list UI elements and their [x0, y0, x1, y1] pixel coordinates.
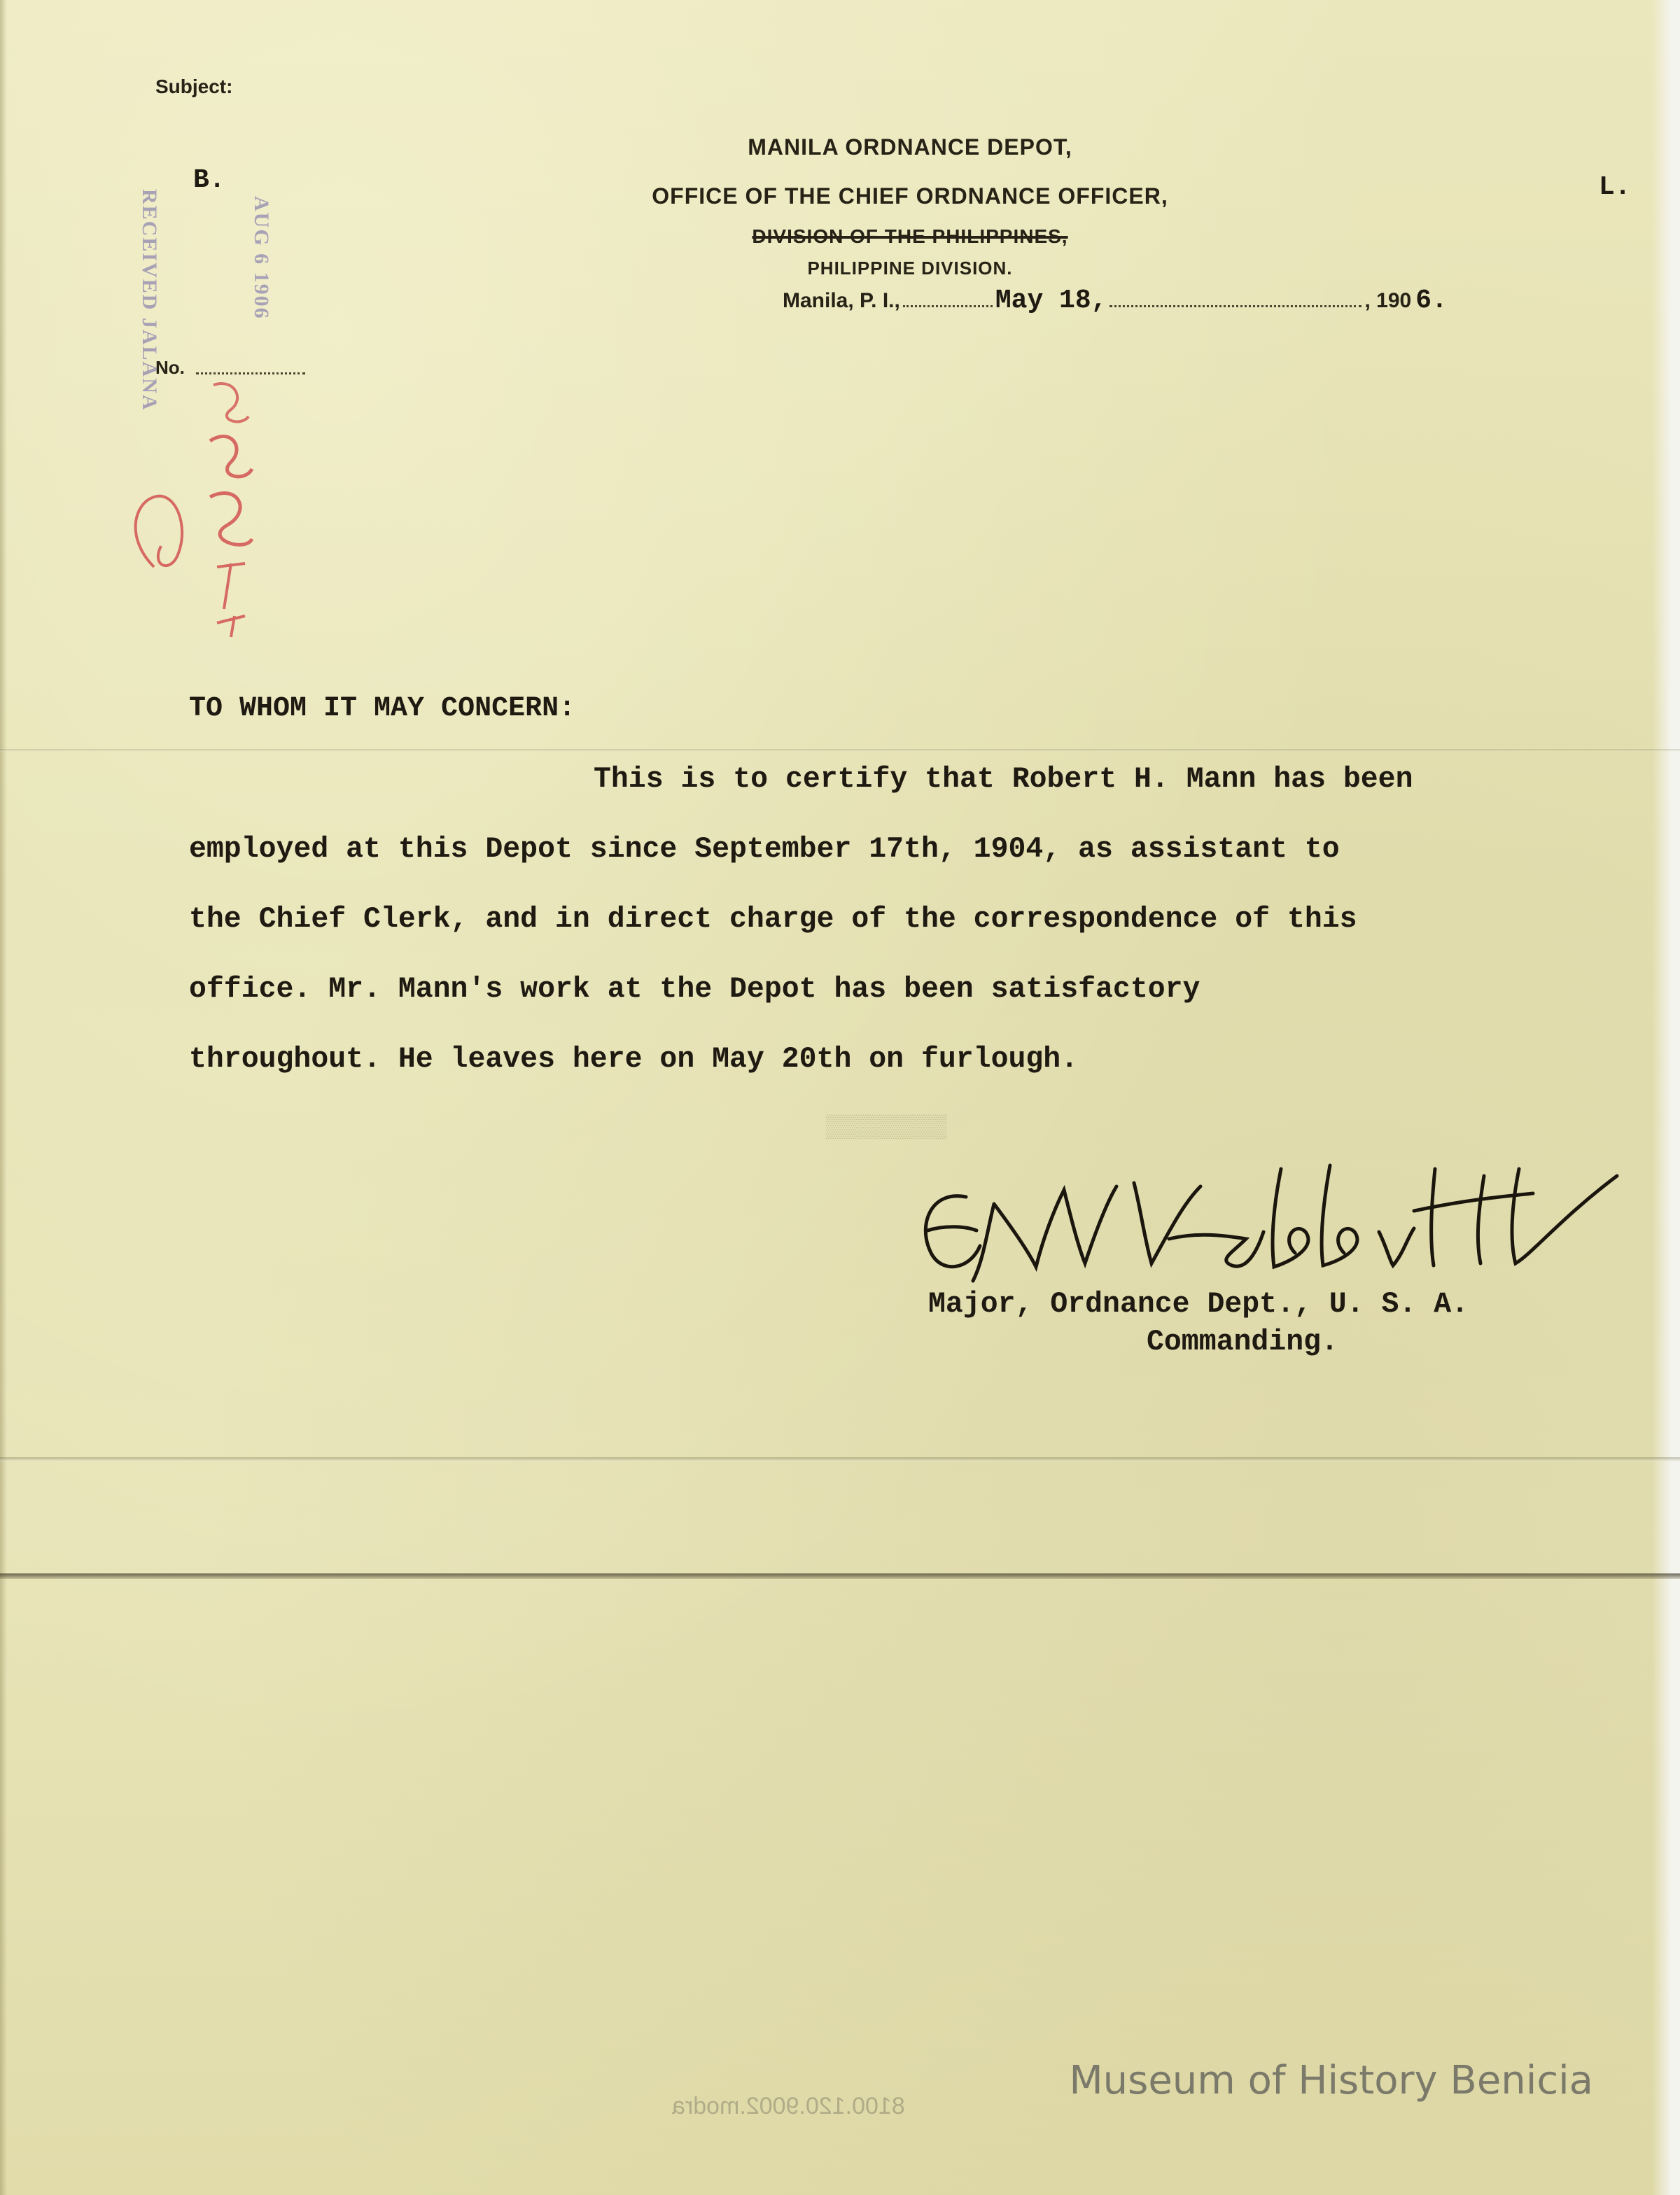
- body-line: employed at this Depot since September 17th, 1904, as assistant to: [189, 833, 1340, 866]
- letterhead-line-4: PHILIPPINE DIVISION.: [807, 258, 1013, 279]
- salutation: TO WHOM IT MAY CONCERN:: [189, 693, 576, 724]
- signature-icon: [903, 1148, 1631, 1295]
- reference-left: B.: [193, 165, 225, 195]
- date-place: Manila, P. I.,: [783, 289, 900, 312]
- body-line: the Chief Clerk, and in direct charge of the correspondence of this: [189, 903, 1357, 936]
- subject-label: Subject:: [155, 76, 233, 97]
- signatory-subtitle: Commanding.: [1147, 1326, 1338, 1359]
- fold-crease-middle: [0, 1457, 1680, 1461]
- erased-text-mark: ▒▒▒▒▒▒▒▒▒: [826, 1114, 947, 1140]
- fold-crease-upper: [0, 749, 1680, 752]
- fold-crease-lower: [0, 1573, 1680, 1579]
- archive-accession-number: 8100.120.9002.modra: [672, 2093, 905, 2119]
- date-year-suffix: 6.: [1415, 286, 1448, 316]
- date-dots-left: [903, 304, 993, 307]
- signatory-title: Major, Ordnance Dept., U. S. A.: [928, 1288, 1469, 1321]
- date-dots-right: [1110, 304, 1362, 307]
- letterhead-struck-line: DIVISION OF THE PHILIPPINES,: [752, 225, 1068, 247]
- reference-right: L.: [1599, 172, 1631, 202]
- body-line: This is to certify that Robert H. Mann has been: [594, 763, 1413, 796]
- body-line: office. Mr. Mann's work at the Depot has been satisfactory: [189, 973, 1200, 1006]
- letterhead-line-2: OFFICE OF THE CHIEF ORDNANCE OFFICER,: [652, 183, 1168, 209]
- stamp-line-1: RECEIVED JALANA: [138, 189, 161, 412]
- date-year-prefix: , 190: [1364, 289, 1412, 312]
- museum-watermark: Museum of History Benicia: [1069, 2058, 1593, 2103]
- letterhead-line-1: MANILA ORDNANCE DEPOT,: [748, 134, 1072, 160]
- stamp-line-2: AUG 6 1906: [250, 196, 273, 320]
- date-line: [783, 286, 1448, 316]
- paper-edge-left: [0, 0, 7, 2195]
- body-line: throughout. He leaves here on May 20th on furlough.: [189, 1043, 1079, 1076]
- paper-edge-right: [1652, 0, 1680, 2195]
- date-typed: May 18,: [995, 286, 1107, 316]
- number-label: No.: [155, 357, 185, 378]
